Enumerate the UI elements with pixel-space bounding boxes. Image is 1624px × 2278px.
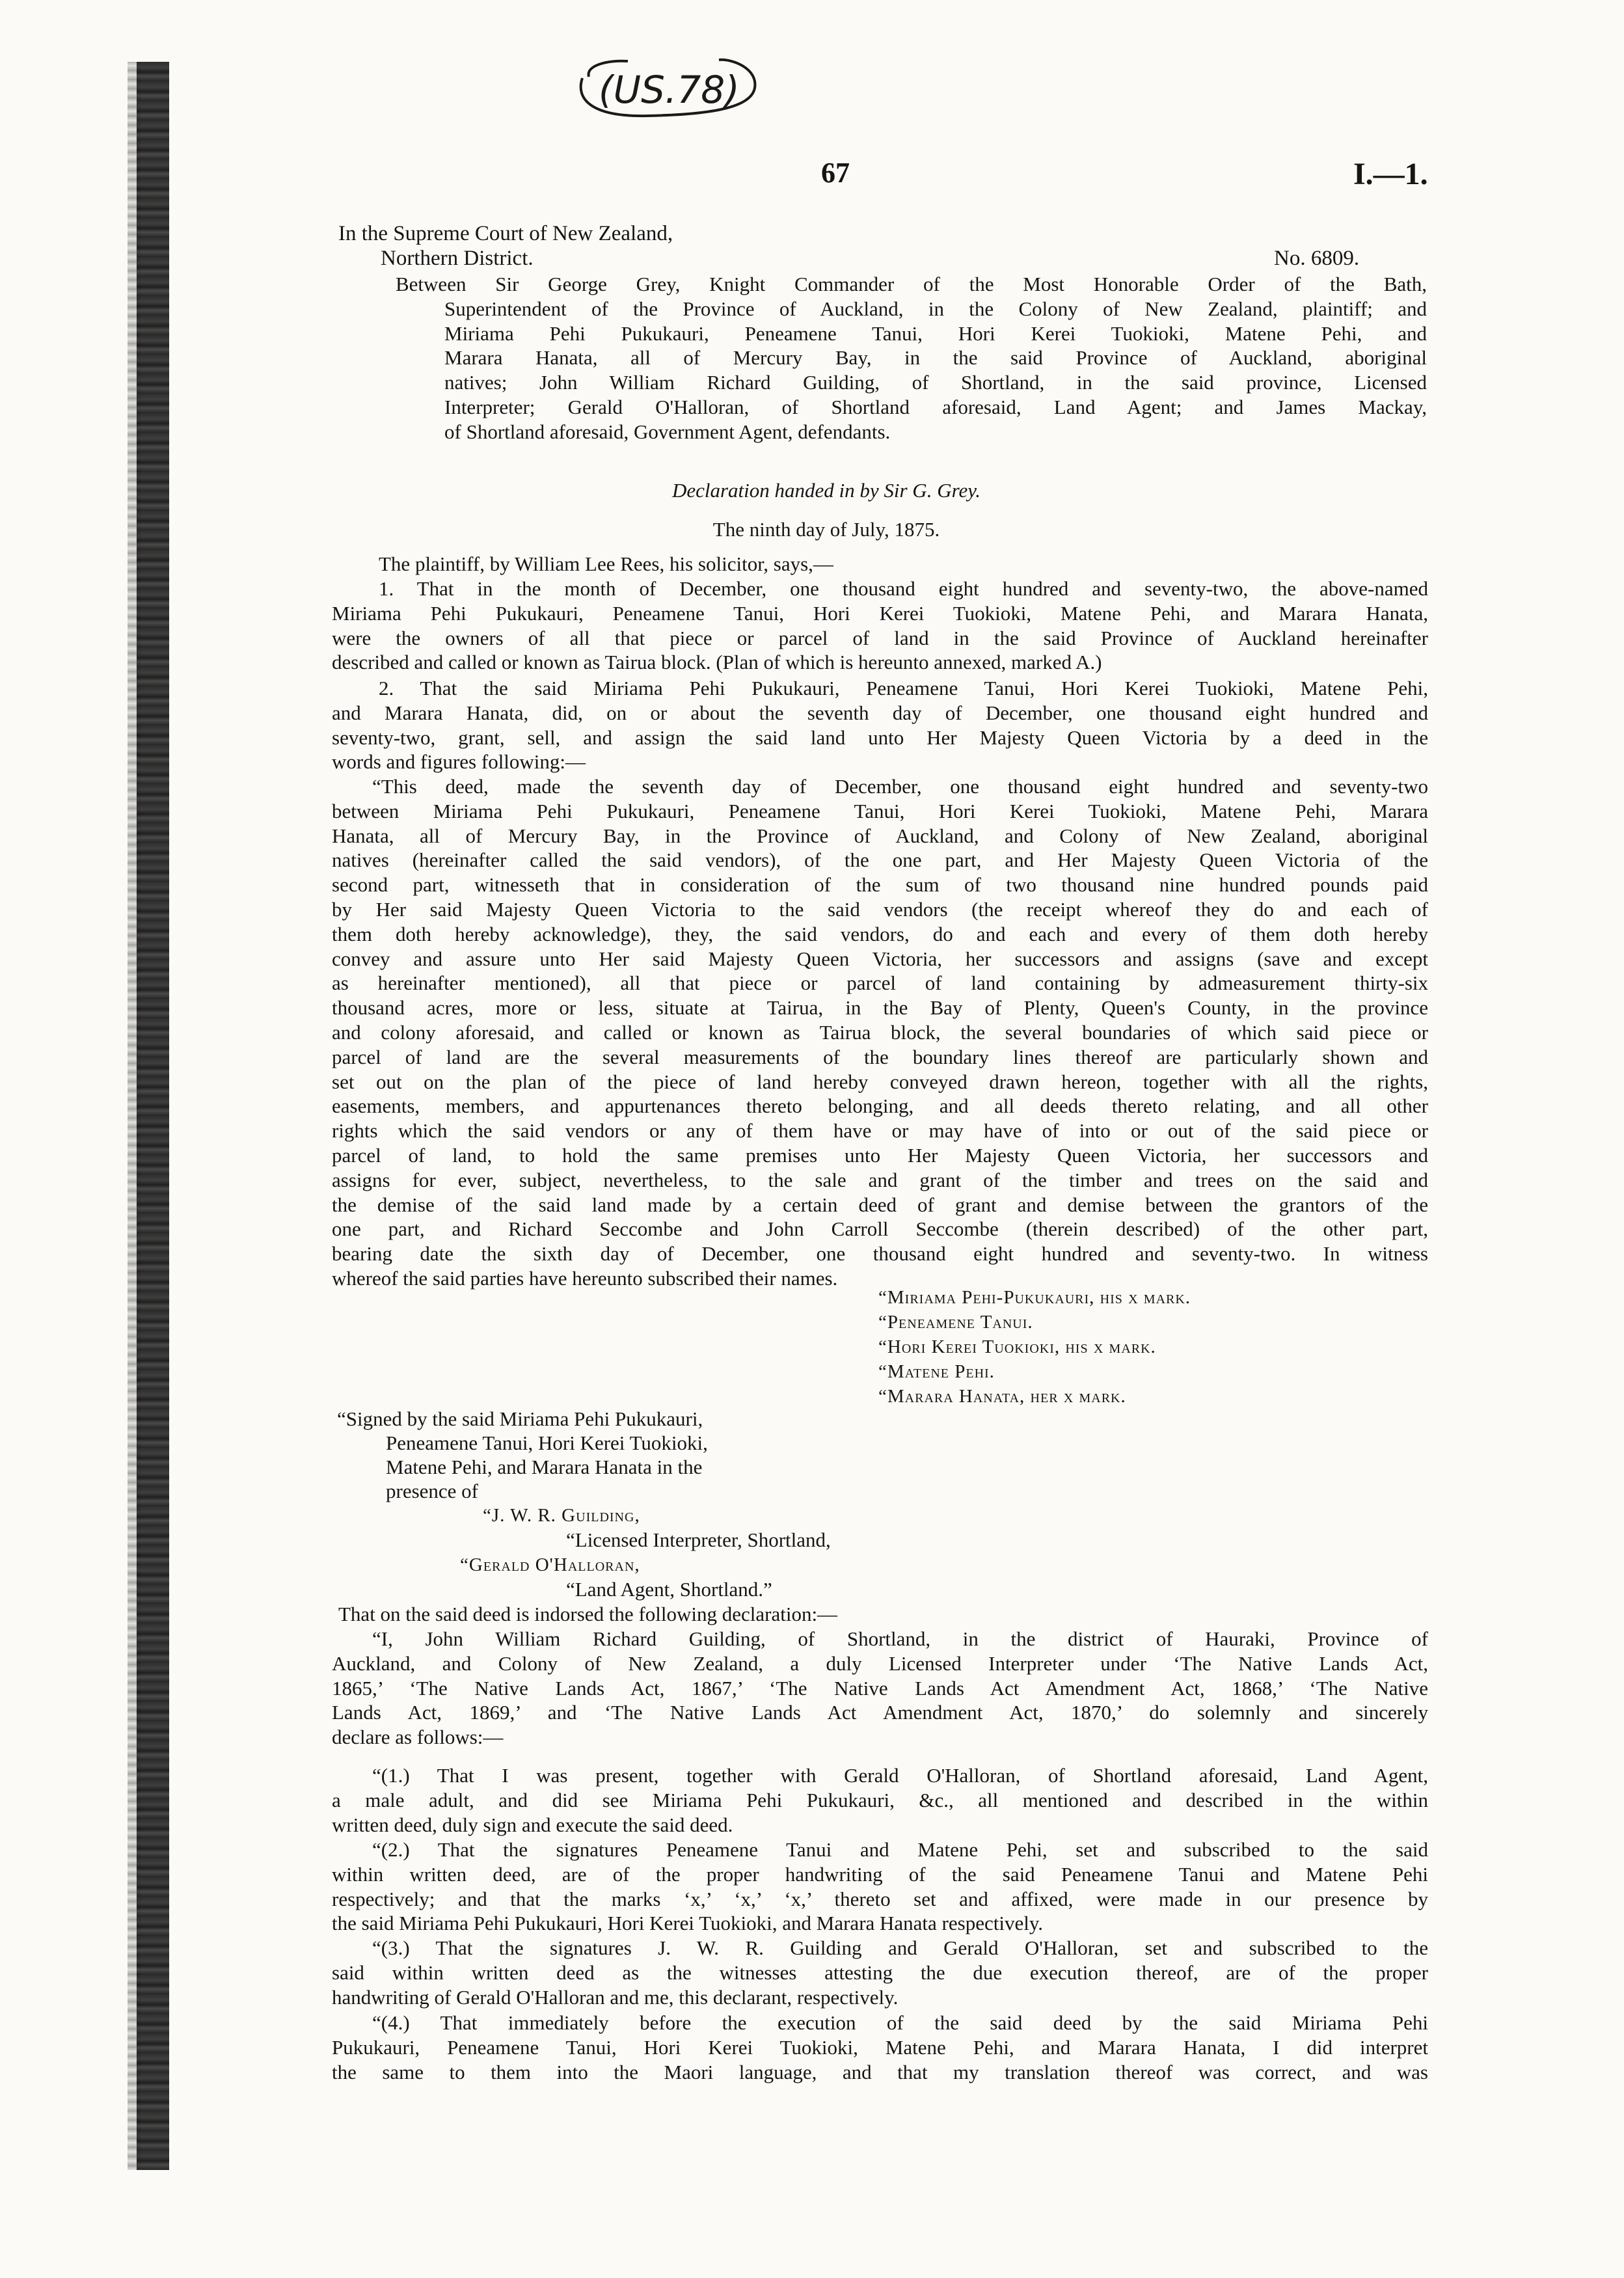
signed-line: presence of bbox=[386, 1480, 478, 1502]
deed-line: parcel of land are the several measurements of the boundary lines thereof are particularly shown and bbox=[332, 1045, 1428, 1068]
case-number: No. 6809. bbox=[1274, 247, 1360, 270]
date-line: The ninth day of July, 1875. bbox=[712, 518, 940, 541]
parties-line: natives; John William Richard Guilding, of Shortland, in the said province, Licensed bbox=[444, 371, 1427, 394]
deed-line: rights which the said vendors or any of them have or may have of into or out of the said piece or bbox=[332, 1119, 1428, 1143]
witness-title: “Land Agent, Shortland.” bbox=[566, 1578, 772, 1601]
deed-line: as hereinafter mentioned), all that piece or parcel of land containing by admeasurement thirty-six bbox=[332, 971, 1428, 995]
deed-line: whereof the said parties have hereunto subscribed their names. bbox=[332, 1266, 838, 1290]
deed-line: easements, members, and appurtenances thereto belonging, and all deeds thereto relating, and all other bbox=[332, 1094, 1428, 1118]
parties-block bbox=[396, 272, 1427, 444]
clause-line: “(3.) That the signatures J. W. R. Guilding and Gerald O'Halloran, set and subscribed to the bbox=[372, 1936, 1428, 1959]
declaration-line: Lands Act, 1869,’ and ‘The Native Lands Act Amendment Act, 1870,’ do solemnly and sincerely bbox=[332, 1701, 1428, 1724]
paragraph-line: Miriama Pehi Pukukauri, Peneamene Tanui, Hori Kerei Tuokioki, Matene Pehi, and Marara Hanata, bbox=[332, 601, 1428, 625]
witness-name: “Gerald O'Halloran, bbox=[460, 1554, 640, 1575]
deed-line: parcel of land, to hold the same premises unto Her Majesty Queen Victoria, her successors and bbox=[332, 1143, 1428, 1167]
handwritten-annotation bbox=[569, 52, 765, 124]
parties-line: Between Sir George Grey, Knight Commander of the Most Honorable Order of the Bath, bbox=[396, 273, 1427, 295]
declaration-line: 1865,’ ‘The Native Lands Act, 1867,’ ‘The Native Lands Act Amendment Act, 1868,’ ‘The Native bbox=[332, 1676, 1428, 1700]
signatories-block bbox=[878, 1285, 1191, 1409]
deed-text bbox=[332, 774, 1428, 1291]
parties-line: Marara Hanata, all of Mercury Bay, in the said Province of Auckland, aboriginal bbox=[444, 346, 1427, 370]
scan-binding-edge bbox=[137, 62, 169, 2170]
court-name: In the Supreme Court of New Zealand, bbox=[338, 222, 673, 245]
deed-line: second part, witnesseth that in consideration of the sum of two thousand nine hundred pounds paid bbox=[332, 873, 1428, 897]
declaration-line: declare as follows:— bbox=[332, 1726, 504, 1749]
paragraph-line: 2. That the said Miriama Pehi Pukukauri, Peneamene Tanui, Hori Kerei Tuokioki, Matene Pehi, bbox=[379, 677, 1428, 699]
declaration-line: Auckland, and Colony of New Zealand, a duly Licensed Interpreter under ‘The Native Lands Act, bbox=[332, 1651, 1428, 1675]
clause-line: a male adult, and did see Miriama Pehi Pukukauri, &c., all mentioned and described in the within bbox=[332, 1788, 1428, 1811]
deed-line: convey and assure unto Her said Majesty Queen Victoria, her successors and assigns (save and except bbox=[332, 947, 1428, 970]
witness-name: “J. W. R. Guilding, bbox=[483, 1505, 640, 1526]
handwritten-annotation-text: (US.78) bbox=[599, 68, 740, 112]
deed-line: set out on the plan of the piece of land hereby conveyed drawn hereon, together with all the rights, bbox=[332, 1070, 1428, 1093]
deed-line: bearing date the sixth day of December, one thousand eight hundred and seventy-two. In witness bbox=[332, 1242, 1428, 1266]
document-reference: I.—1. bbox=[1353, 157, 1428, 191]
clause-line: handwriting of Gerald O'Halloran and me, this declarant, respectively. bbox=[332, 1985, 899, 2009]
deed-line: between Miriama Pehi Pukukauri, Peneamene Tanui, Hori Kerei Tuokioki, Matene Pehi, Marara bbox=[332, 799, 1428, 822]
clause-line: Pukukauri, Peneamene Tanui, Hori Kerei Tuokioki, Matene Pehi, and Marara Hanata, I did interpret bbox=[332, 2035, 1428, 2059]
paragraph-line: were the owners of all that piece or parcel of land in the said Province of Auckland hereinafter bbox=[332, 626, 1428, 649]
clause-line: within written deed, are of the proper handwriting of the said Peneamene Tanui and Matene Pehi bbox=[332, 1862, 1428, 1886]
indorsed-intro: That on the said deed is indorsed the following declaration:— bbox=[338, 1603, 838, 1625]
paragraph-line: and Marara Hanata, did, on or about the seventh day of December, one thousand eight hundred and bbox=[332, 701, 1428, 724]
paragraph-line: words and figures following:— bbox=[332, 750, 586, 774]
paragraph-2 bbox=[332, 676, 1428, 774]
signed-in-presence-block bbox=[337, 1407, 708, 1503]
deed-line: “This deed, made the seventh day of December, one thousand eight hundred and seventy-two bbox=[372, 775, 1428, 798]
clause-4 bbox=[332, 2011, 1428, 2084]
clause-line: written deed, duly sign and execute the said deed. bbox=[332, 1813, 733, 1836]
clause-1 bbox=[332, 1763, 1428, 1837]
clause-2 bbox=[332, 1837, 1428, 1936]
guilding-declaration bbox=[332, 1627, 1428, 1750]
deed-line: the demise of the said land made by a certain deed of grant and demise between the grantors of the bbox=[332, 1193, 1428, 1216]
clause-line: “(1.) That I was present, together with Gerald O'Halloran, of Shortland aforesaid, Land Agent, bbox=[372, 1764, 1428, 1787]
signed-line: Peneamene Tanui, Hori Kerei Tuokioki, bbox=[386, 1431, 708, 1454]
signatory: “Peneamene Tanui. bbox=[878, 1312, 1033, 1333]
clause-line: “(4.) That immediately before the execution of the said deed by the said Miriama Pehi bbox=[372, 2011, 1428, 2034]
witness-title: “Licensed Interpreter, Shortland, bbox=[566, 1528, 831, 1551]
signatory: “Hori Kerei Tuokioki, his x mark. bbox=[878, 1336, 1156, 1357]
clause-line: the same to them into the Maori language, and that my translation thereof was correct, and was bbox=[332, 2060, 1428, 2083]
parties-line: Interpreter; Gerald O'Halloran, of Shortland aforesaid, Land Agent; and James Mackay, bbox=[444, 395, 1427, 418]
signatory: “Marara Hanata, her x mark. bbox=[878, 1386, 1126, 1407]
clause-line: the said Miriama Pehi Pukukauri, Hori Kerei Tuokioki, and Marara Hanata respectively. bbox=[332, 1912, 1044, 1935]
deed-line: Hanata, all of Mercury Bay, in the Province of Auckland, and Colony of New Zealand, aboriginal bbox=[332, 824, 1428, 847]
paragraph-line: seventy-two, grant, sell, and assign the said land unto Her Majesty Queen Victoria by a deed in the bbox=[332, 725, 1428, 749]
signed-line: “Signed by the said Miriama Pehi Pukukauri, bbox=[337, 1407, 703, 1430]
deed-line: by Her said Majesty Queen Victoria to the said vendors (the receipt whereof they do and each of bbox=[332, 897, 1428, 921]
deed-line: one part, and Richard Seccombe and John Carroll Seccombe (therein described) of the other part, bbox=[332, 1217, 1428, 1241]
clause-line: said within written deed as the witnesses attesting the due execution thereof, are of the proper bbox=[332, 1960, 1428, 1984]
deed-line: them doth hereby acknowledge), they, the said vendors, do and each and every of them doth hereby bbox=[332, 922, 1428, 945]
signatory: “Matene Pehi. bbox=[878, 1361, 995, 1382]
signed-line: Matene Pehi, and Marara Hanata in the bbox=[386, 1456, 703, 1478]
clause-line: “(2.) That the signatures Peneamene Tanui and Matene Pehi, set and subscribed to the said bbox=[372, 1838, 1428, 1861]
deed-line: thousand acres, more or less, situate at Tairua, in the Bay of Plenty, Queen's County, in the province bbox=[332, 996, 1428, 1020]
parties-line: of Shortland aforesaid, Government Agent, defendants. bbox=[444, 420, 891, 443]
clause-line: respectively; and that the marks ‘x,’ ‘x,’ ‘x,’ thereto set and affixed, were made in our presence by bbox=[332, 1887, 1428, 1910]
declaration-heading: Declaration handed in by Sir G. Grey. bbox=[671, 479, 981, 502]
deed-line: natives (hereinafter called the said vendors), of the one part, and Her Majesty Queen Victoria of the bbox=[332, 848, 1428, 872]
paragraph-line: 1. That in the month of December, one thousand eight hundred and seventy-two, the above-named bbox=[379, 577, 1428, 600]
signatory: “Miriama Pehi-Pukukauri, his x mark. bbox=[878, 1287, 1191, 1308]
court-district: Northern District. bbox=[381, 247, 534, 270]
deed-line: assigns for ever, subject, nevertheless, to the sale and grant of the timber and trees on the said and bbox=[332, 1168, 1428, 1191]
paragraph-1 bbox=[332, 576, 1428, 675]
intro-line: The plaintiff, by William Lee Rees, his solicitor, says,— bbox=[379, 552, 833, 575]
paragraph-line: described and called or known as Tairua block. (Plan of which is hereunto annexed, marked A.) bbox=[332, 651, 1102, 674]
declaration-line: “I, John William Richard Guilding, of Shortland, in the district of Hauraki, Province of bbox=[372, 1627, 1428, 1650]
clause-3 bbox=[332, 1936, 1428, 2009]
parties-line: Superintendent of the Province of Auckland, in the Colony of New Zealand, plaintiff; and bbox=[444, 297, 1427, 320]
page-number: 67 bbox=[821, 157, 850, 189]
parties-line: Miriama Pehi Pukukauri, Peneamene Tanui, Hori Kerei Tuokioki, Matene Pehi, and bbox=[444, 321, 1427, 345]
deed-line: and colony aforesaid, and called or known as Tairua block, the several boundaries of which said piece or bbox=[332, 1020, 1428, 1044]
